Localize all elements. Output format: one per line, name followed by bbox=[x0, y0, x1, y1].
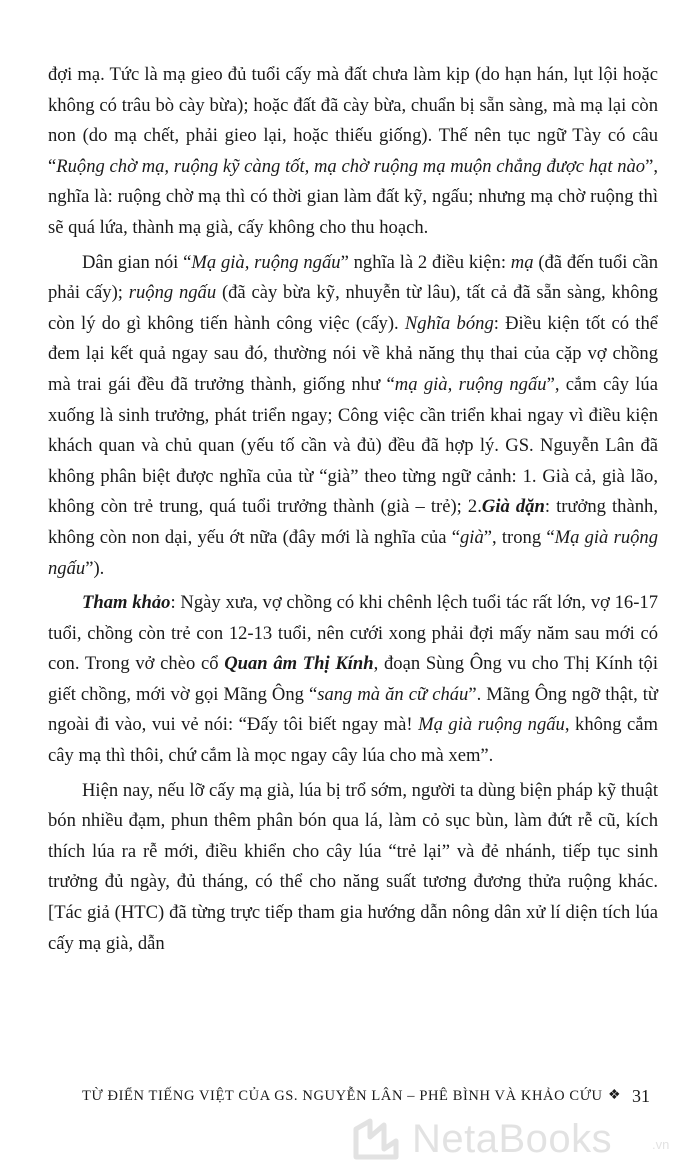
emphasis-run: Mạ già ruộng ngấu bbox=[48, 526, 659, 579]
text-run: Hiện nay, nếu lỡ cấy mạ già, lúa bị trổ sớm, người ta dùng biện pháp kỹ thuật bón nhiều đạm, phun thêm phân bón qua lá, làm cỏ sục bùn, làm đứt rễ cũ, kích thích lúa ra rễ mới, điều khiển cho cây lúa “trẻ lại” và đẻ nhánh, tiếp tục sinh trưởng đủ ngày, đủ tháng, có thể cho năng suất tương đương thửa ruộng khác. [Tác giả (HTC) đã từng trực tiếp tham gia hướng dẫn nông dân xử lí diện tích lúa cấy mạ già, dẫn bbox=[48, 779, 658, 954]
text-run: đợi mạ. Tức là mạ gieo đủ tuổi cấy mà đất chưa làm kịp (do hạn hán, lụt lội hoặc không có trâu bò cày bừa); hoặc đất đã cày bừa, chuẩn bị sẵn sàng, mà mạ lại còn non (do mạ chết, phải gieo lại, hoặc thiếu giống). Thế nên tục ngữ Tày có câu “ bbox=[48, 64, 658, 177]
running-title: TỪ ĐIỂN TIẾNG VIỆT CỦA GS. NGUYỄN LÂN – PHÊ BÌNH VÀ KHẢO CỨU bbox=[82, 1088, 603, 1104]
text-run: (đã đến tuổi cần phải cấy); bbox=[48, 251, 659, 304]
emphasis-run: mạ già, ruộng ngấu bbox=[394, 373, 547, 395]
body-paragraph bbox=[48, 60, 658, 244]
watermark-logo bbox=[350, 1115, 690, 1167]
text-run: ”, nghĩa là: ruộng chờ mạ thì có thời gian làm đất kỹ, ngấu; nhưng mạ chờ ruộng thì sẽ quá lứa, thành mạ già, cấy không cho thu hoạch. bbox=[48, 155, 658, 238]
emphasis-run: ruộng ngấu bbox=[128, 282, 217, 304]
watermark-suffix: .vn bbox=[652, 1137, 670, 1152]
emphasis-run: già bbox=[459, 526, 484, 548]
watermark-text: NetaBooks bbox=[412, 1117, 613, 1161]
emphasis-run: Nghĩa bóng bbox=[404, 312, 494, 334]
text-run: ” nghĩa là 2 điều kiện: bbox=[340, 251, 511, 273]
ornament-diamond-icon: ❖ bbox=[608, 1088, 621, 1103]
text-run: , không cắm cây mạ thì thôi, chứ cắm là mọc ngay cây lúa cho mà xem”. bbox=[48, 714, 658, 767]
emphasis-run: sang mà ăn cữ cháu bbox=[317, 683, 469, 705]
text-run: : trưởng thành, không còn non dại, yếu ớt nữa (đây mới là nghĩa của “ bbox=[48, 496, 658, 548]
page-number: 31 bbox=[632, 1086, 650, 1106]
text-run: ”, trong “ bbox=[483, 526, 555, 548]
text-run: (đã cày bừa kỹ, nhuyễn từ lâu), tất cả đã sẵn sàng, không còn lý do gì không tiến hành công việc (cấy). bbox=[48, 282, 658, 334]
text-run: ”. Mãng Ông ngỡ thật, từ ngoài đi vào, vui vẻ nói: “Đấy tôi biết ngay mà! bbox=[48, 683, 659, 736]
text-run: ”). bbox=[85, 557, 105, 579]
page-body bbox=[48, 60, 658, 959]
emphasis-run: Tham khảo bbox=[82, 592, 171, 614]
emphasis-run: Mạ già ruộng ngấu bbox=[418, 714, 565, 736]
body-paragraph bbox=[48, 776, 658, 960]
emphasis-run: mạ bbox=[510, 251, 534, 273]
emphasis-run: Già dặn bbox=[481, 496, 545, 518]
text-run: ”, cắm cây lúa xuống là sinh trưởng, phát triển ngay; Công việc cần triển khai ngay vì điều kiện khách quan và chủ quan (yếu tố cần và đủ) đều đã hợp lý. GS. Nguyễn Lân đã không phân biệt được nghĩa của từ “già” theo từng ngữ cảnh: 1. Già cả, già lão, không còn trẻ trung, quá tuổi trưởng thành (già – trẻ); 2. bbox=[48, 373, 658, 518]
text-run: : Điều kiện tốt có thể đem lại kết quả ngay sau đó, thường nói về khả năng thụ thai của cặp vợ chồng mà trai gái đều đã trưởng thành, giống như “ bbox=[48, 312, 658, 395]
body-paragraph bbox=[48, 248, 658, 585]
text-run: Dân gian nói “ bbox=[82, 251, 192, 273]
netabooks-logo-icon bbox=[350, 1115, 402, 1165]
emphasis-run: Mạ già, ruộng ngấu bbox=[191, 251, 341, 273]
emphasis-run: Quan âm Thị Kính bbox=[224, 653, 374, 675]
text-run: : Ngày xưa, vợ chồng có khi chênh lệch tuổi tác rất lớn, vợ 16-17 tuổi, chồng còn trẻ con 12-13 tuổi, nên cưới xong phải đợi mấy năm sau mới có con. Trong vở chèo cổ bbox=[48, 592, 658, 675]
text-run: , đoạn Sùng Ông vu cho Thị Kính tội giết chồng, mới vờ gọi Mãng Ông “ bbox=[48, 653, 659, 705]
emphasis-run: Ruộng chờ mạ, ruộng kỹ càng tốt, mạ chờ ruộng mạ muộn chẳng được hạt nào bbox=[56, 155, 646, 177]
body-paragraph bbox=[48, 588, 658, 772]
